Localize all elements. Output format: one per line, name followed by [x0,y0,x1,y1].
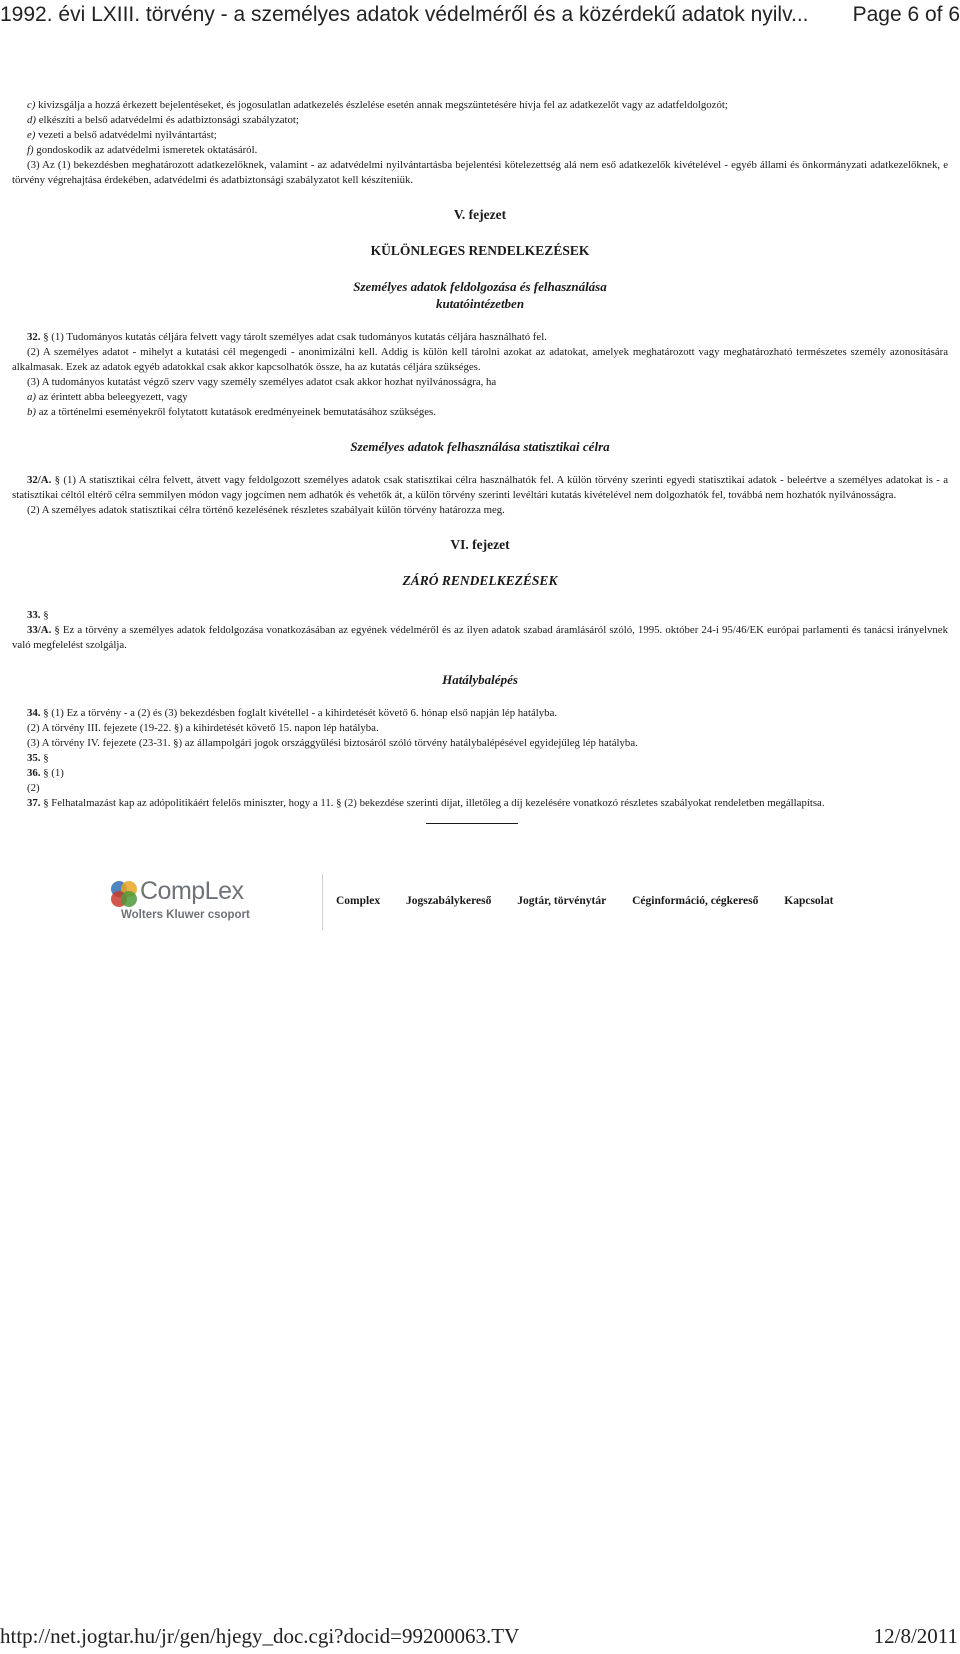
list-item-b: b) az a történelmi eseményekről folytatott kutatások eredményeinek bemutatásához szükséges. [27,406,436,418]
section-36-paragraph-2: (2) [27,782,40,794]
logo-wordmark: CompLex [140,877,244,905]
section-32-paragraph-2: (2) A személyes adatot - mihelyt a kutatási cél megengedi - anonimizálni kell. Addig is külön kell tárolni azokat az adatokat, amelyek meghatározott vagy meghatározható természetes személy azonosítására alkalmasak. Ezek az adatok egyéb adatokkal csak akkor kapcsolhatók össze, ha az kutatás céljára szükséges. [12,346,948,373]
print-footer [0,1621,960,1651]
document-body [12,98,948,824]
complex-logo-mark-icon [110,880,138,908]
section-32a-paragraph-2: (2) A személyes adatok statisztikai célra történő kezelésének részletes szabályait külön törvény határozza meg. [27,504,505,516]
page-number: Page 6 of 6 [852,3,960,26]
section-32-paragraph-3: (3) A tudományos kutatást végző szerv vagy személy személyes adatot csak akkor hozhat nyilvánosságra, ha [27,376,497,388]
section-32-paragraph-1: 32. § (1) Tudományos kutatás céljára felvett vagy tárolt személyes adat csak tudományos kutatás céljára használható fel. [27,331,547,343]
section-33: 33. § [27,609,49,621]
section-34-paragraph-1: 34. § (1) Ez a törvény - a (2) és (3) bekezdésben foglalt kivétellel - a kihirdetését követő 6. hónap első napján lép hatályba. [27,707,558,719]
section-title-research: Személyes adatok feldolgozása és felhasználása kutatóintézetben [353,279,607,311]
list-item-a: a) az érintett abba beleegyezett, vagy [27,391,188,403]
footer-link-kapcsolat[interactable]: Kapcsolat [784,895,834,907]
chapter-title-6: ZÁRÓ RENDELKEZÉSEK [402,573,558,588]
print-date: 12/8/2011 [873,1624,958,1648]
list-item-e: e) vezeti a belső adatvédelmi nyilvántartást; [27,129,217,141]
footer-link-complex[interactable]: Complex [336,895,381,907]
section-35: 35. § [27,752,49,764]
section-36-paragraph-1: 36. § (1) [27,767,64,779]
section-37: 37. § Felhatalmazást kap az adópolitikáért felelős miniszter, hogy a 11. § (2) bekezdése szerinti díjat, illetőleg a díj kezelésére vonatkozó részletes szabályokat rendeletben megállapítsa. [27,797,825,809]
footer-links [336,894,833,908]
footer-link-jogszabalykereso[interactable]: Jogszabálykereső [405,895,492,907]
list-item-f: f) gondoskodik az adatvédelmi ismeretek oktatásáról. [27,144,258,156]
complex-logo[interactable] [110,878,310,924]
document-title: 1992. évi LXIII. törvény - a személyes adatok védelméről és a közérdekű adatok nyilv... [0,3,809,26]
section-title-effect: Hatálybalépés [442,672,518,687]
print-header [0,0,960,30]
section-33a: 33/A. § Ez a törvény a személyes adatok feldolgozása vonatkozásában az egyének védelméről és az ilyen adatok szabad áramlásáról szóló, 1995. október 24-i 95/46/EK európai parlamenti és tanácsi irányelvnek való megfelelést szolgálja. [12,624,948,651]
end-rule [426,823,518,824]
logo-tagline: Wolters Kluwer csoport [121,909,250,921]
chapter-title-5: KÜLÖNLEGES RENDELKEZÉSEK [370,243,590,258]
site-footer [110,874,870,930]
footer-link-jogtar[interactable]: Jogtár, törvénytár [517,895,607,907]
footer-separator [322,874,323,930]
section-34-paragraph-2: (2) A törvény III. fejezete (19-22. §) a kihirdetését követő 15. napon lép hatályba. [27,722,379,734]
section-32a-paragraph-1: 32/A. § (1) A statisztikai célra felvett, átvett vagy feldolgozott személyes adatok csak statisztikai célra használhatók fel. A külön törvény szerinti egyedi statisztikai adatok - beleértve a személyes adatokat is - a statisztikai céltól eltérő célra semmilyen módon vagy jogcímen nem adhatók és vehetők át, a külön törvény szerinti levéltári kutatás kivételével nem dolgozhatók fel, továbbá nem hozhatók nyilvánosságra. [12,474,948,501]
section-title-statistics: Személyes adatok felhasználása statisztikai célra [350,439,610,454]
section-34-paragraph-3: (3) A törvény IV. fejezete (23-31. §) az állampolgári jogok országgyűlési biztosáról szóló törvény hatálybalépésével egyidejűleg lép hatályba. [27,737,638,749]
list-item-d: d) elkészíti a belső adatvédelmi és adatbiztonsági szabályzatot; [27,114,299,126]
chapter-heading-6: VI. fejezet [450,537,510,552]
list-item-c: c) kivizsgálja a hozzá érkezett bejelentéseket, és jogosulatlan adatkezelés észlelése esetén annak megszüntetésére hívja fel az adatkezelőt vagy az adatfeldolgozót; [27,99,728,111]
footer-link-ceginformacio[interactable]: Céginformáció, cégkereső [632,895,759,907]
document-url: http://net.jogtar.hu/jr/gen/hjegy_doc.cgi?docid=99200063.TV [0,1624,520,1648]
paragraph-3: (3) Az (1) bekezdésben meghatározott adatkezelőknek, valamint - az adatvédelmi nyilvántartásba bejelentési kötelezettség alá nem eső adatkezelők kivételével - egyéb állami és önkormányzati adatkezelőknek, e törvény végrehajtása érdekében, adatvédelmi és adatbiztonsági szabályzatot kell készíteniük. [12,159,948,186]
chapter-heading-5: V. fejezet [453,207,507,222]
